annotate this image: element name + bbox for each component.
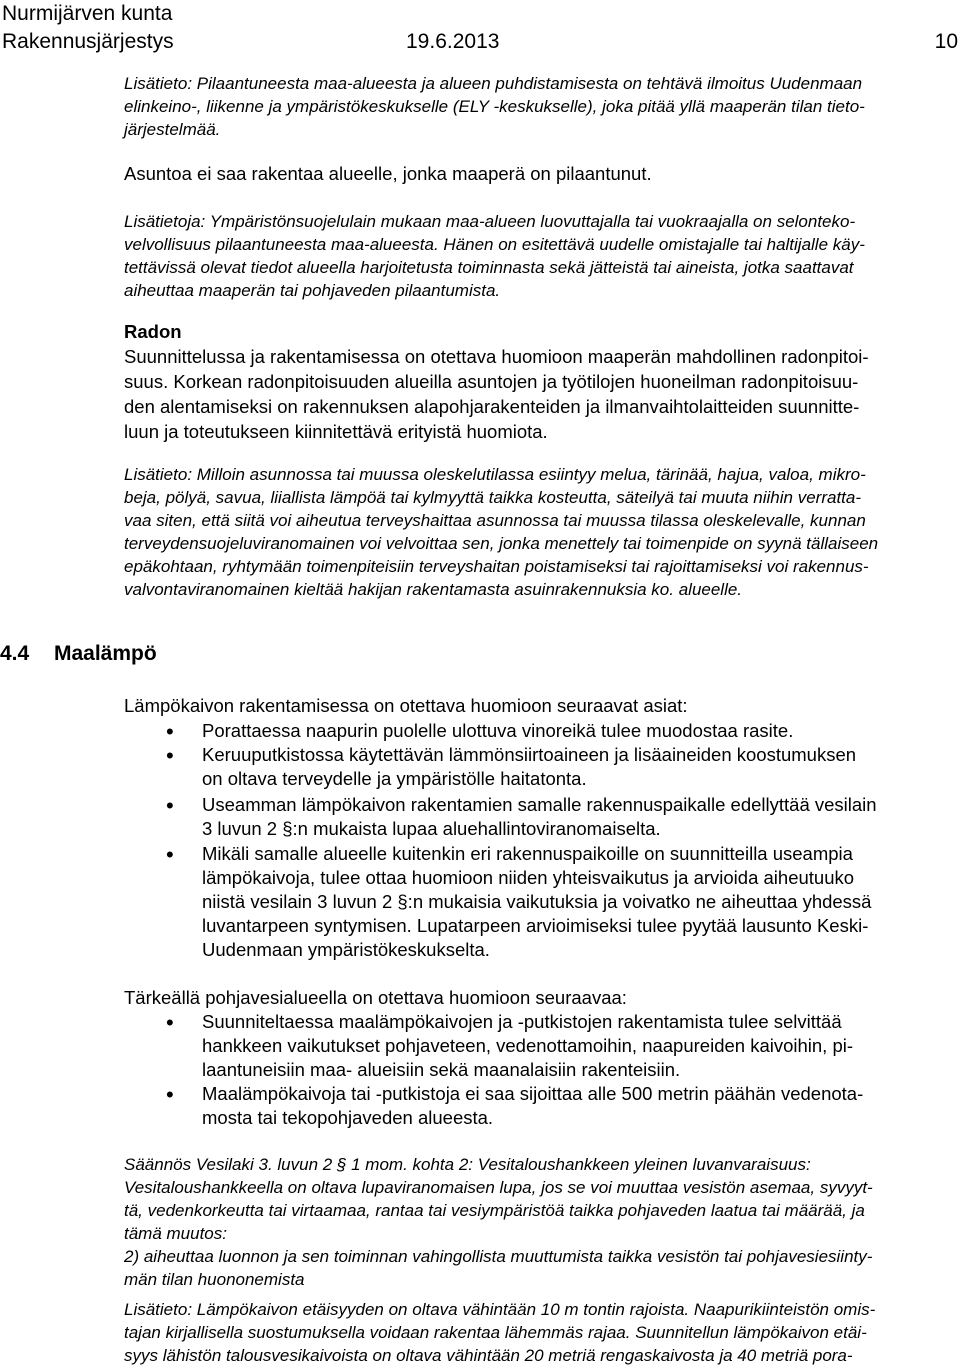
info-note-environment-law (124, 210, 956, 302)
document-date: 19.6.2013 (406, 30, 500, 53)
wells-intro: Lämpökaivon rakentamisessa on otettava huomioon seuraavat asiat: (124, 695, 688, 716)
radon-heading: Radon (124, 321, 182, 342)
bullet-icon: • (166, 842, 174, 867)
list-item: Keruuputkistossa käytettävän lämmönsiirtoaineen ja lisäaineiden koostumuksen on oltava terveydelle ja ympäristölle haitatonta. (202, 744, 857, 789)
text-line: Lisätieto: Pilaantuneesta maa-alueesta ja alueen puhdistamisesta on tehtävä ilmoitus Uudenmaan (124, 74, 863, 93)
groundwater-intro: Tärkeällä pohjavesialueella on otettava huomioon seuraavaa: (124, 987, 627, 1008)
text-line: luun ja toteutukseen kiinnitettävä erityistä huomiota. (124, 421, 548, 442)
text-line: Lisätieto: Lämpökaivon etäisyyden on oltava vähintään 10 m tontin rajoista. Naapurikiinteistön omis- (124, 1300, 876, 1319)
text-line: aiheuttaa maaperän tai pohjaveden pilaantumista. (124, 281, 501, 300)
bullet-icon: • (166, 743, 174, 768)
text-line: tettävissä olevat tiedot alueella harjoitetusta toiminnasta sekä jätteistä tai aineista, jotka saattavat (124, 258, 854, 277)
text-line: tämä muutos: (124, 1224, 227, 1243)
page-number: 10 (934, 30, 958, 53)
bullet-icon: • (166, 1010, 174, 1035)
list-item: Suunniteltaessa maalämpökaivojen ja -putkistojen rakentamista tulee selvittää hankkeen vaikutukset pohjaveteen, vedenottamoihin, naapureiden kaivoihin, pi- laantuneisiin maa- alueisiin sekä maanalaisiin rakenteisiin. (202, 1011, 854, 1080)
municipality-name: Nurmijärven kunta (2, 2, 173, 25)
bullet-icon: • (166, 719, 174, 744)
text-line: Lisätietoja: Ympäristönsuojelulain mukaan maa-alueen luovuttajalla tai vuokraajalla on selonteko- (124, 212, 856, 231)
text-line: tajan kirjallisella suostumuksella voidaan rakentaa lähemmäs rajaa. Suunnitellun lämpökaivon etäi- (124, 1323, 867, 1342)
text-line: velvollisuus pilaantuneesta maa-alueesta. Hänen on esitettävä uudelle omistajalle tai haltijalle käy- (124, 235, 865, 254)
text-line: Vesitaloushankkeella on oltava lupaviranomaisen lupa, jos se voi muuttaa vesistön asemaa, syvyyt- (124, 1178, 873, 1197)
text-line: elinkeino-, liikenne ja ympäristökeskukselle (ELY -keskukselle), joka pitää yllä maaperän tilan tieto- (124, 97, 865, 116)
section-title: Maalämpö (54, 642, 157, 665)
list-item: Maalämpökaivoja tai -putkistoja ei saa sijoittaa alle 500 metrin päähän vedenota- mosta tai tekopohjaveden alueesta. (202, 1083, 864, 1128)
text-line: Suunnittelussa ja rakentamisessa on otettava huomioon maaperän mahdollinen radonpitoi- (124, 346, 869, 367)
text-line: suus. Korkean radonpitoisuuden alueilla asuntojen ja työtilojen huoneilman radonpitoisuu- (124, 371, 859, 392)
text-line: den alentamiseksi on rakennuksen alapohjarakenteiden ja ilmanvaihtolaitteiden suunnitte- (124, 396, 860, 417)
section-number: 4.4 (0, 642, 30, 665)
text-line: män tilan huononemista (124, 1270, 305, 1289)
info-note-well-distance (124, 1298, 956, 1367)
text-line: Lisätieto: Milloin asunnossa tai muussa oleskelutilassa esiintyy melua, tärinää, hajua, valoa, mikro- (124, 465, 866, 484)
page-header (2, 0, 174, 56)
list-item: Porattaessa naapurin puolelle ulottuva vinoreikä tulee muodostaa rasite. (202, 720, 794, 741)
text-line: tä, vedenkorkeutta tai virtaamaa, rantaa tai vesiympäristöä taikka pohjaveden laatua tai määrää, ja (124, 1201, 865, 1220)
bullet-icon: • (166, 793, 174, 818)
info-note-contaminated-land (124, 72, 956, 141)
radon-section (124, 319, 956, 444)
document-title: Rakennusjärjestys (2, 30, 174, 53)
text-line: syys lähistön talousvesikaivoista on oltava vähintään 20 metriä rengaskaivosta ja 40 metriä pora- (124, 1346, 853, 1365)
text-line: Säännös Vesilaki 3. luvun 2 § 1 mom. kohta 2: Vesitaloushankkeen yleinen luvanvaraisuus: (124, 1155, 811, 1174)
text-line: epäkohtaan, ryhtymään toimenpiteisiin terveyshaitan poistamiseksi tai rajoittamiseksi voi rakennus- (124, 557, 869, 576)
regulation-water-act (124, 1153, 956, 1291)
bullet-icon: • (166, 1082, 174, 1107)
section-heading (0, 640, 157, 668)
text-line: 2) aiheuttaa luonnon ja sen toiminnan vahingollista muuttumista taikka vesistön tai pohjavesiesiinty- (124, 1247, 873, 1266)
text-line: terveydensuojeluviranomainen voi velvoittaa sen, jonka menettely tai toimenpide on syynä tällaiseen (124, 534, 879, 553)
list-item: Mikäli samalle alueelle kuitenkin eri rakennuspaikoille on suunnitteilla useampia lämpökaivoja, tulee ottaa huomioon niiden yhteisvaikutus ja arvioida aiheutuuko niistä vesilain 3 luvun 2 §:n mukaisia vaikutuksia ja voivatko ne aiheuttaa yhdessä luvantarpeen syntymisen. Lupatarpeen arvioimiseksi tulee pyytää lausunto Keski- Uudenmaan ympäristökeskukselta. (202, 843, 872, 960)
list-item: Useamman lämpökaivon rakentamien samalle rakennuspaikalle edellyttää vesilain 3 luvun 2 §:n mukaista lupaa aluehallintoviranomaiselta. (202, 794, 877, 839)
text-line: valvontaviranomainen kieltää hakijan rakentamasta asuinrakennuksia ko. alueelle. (124, 580, 743, 599)
info-note-health-hazard (124, 463, 956, 601)
text-line: järjestelmää. (124, 120, 221, 139)
text-line: vaa siten, että siitä voi aiheutua terveyshaittaa asunnossa tai muussa tilassa oleskelevalle, kunnan (124, 511, 866, 530)
text-line: beja, pölyä, savua, liiallista lämpöä tai kylmyyttä taikka kosteutta, säteilyä tai muuta niihin verratta- (124, 488, 862, 507)
rule-contaminated-soil: Asuntoa ei saa rakentaa alueelle, jonka maaperä on pilaantunut. (124, 163, 652, 184)
